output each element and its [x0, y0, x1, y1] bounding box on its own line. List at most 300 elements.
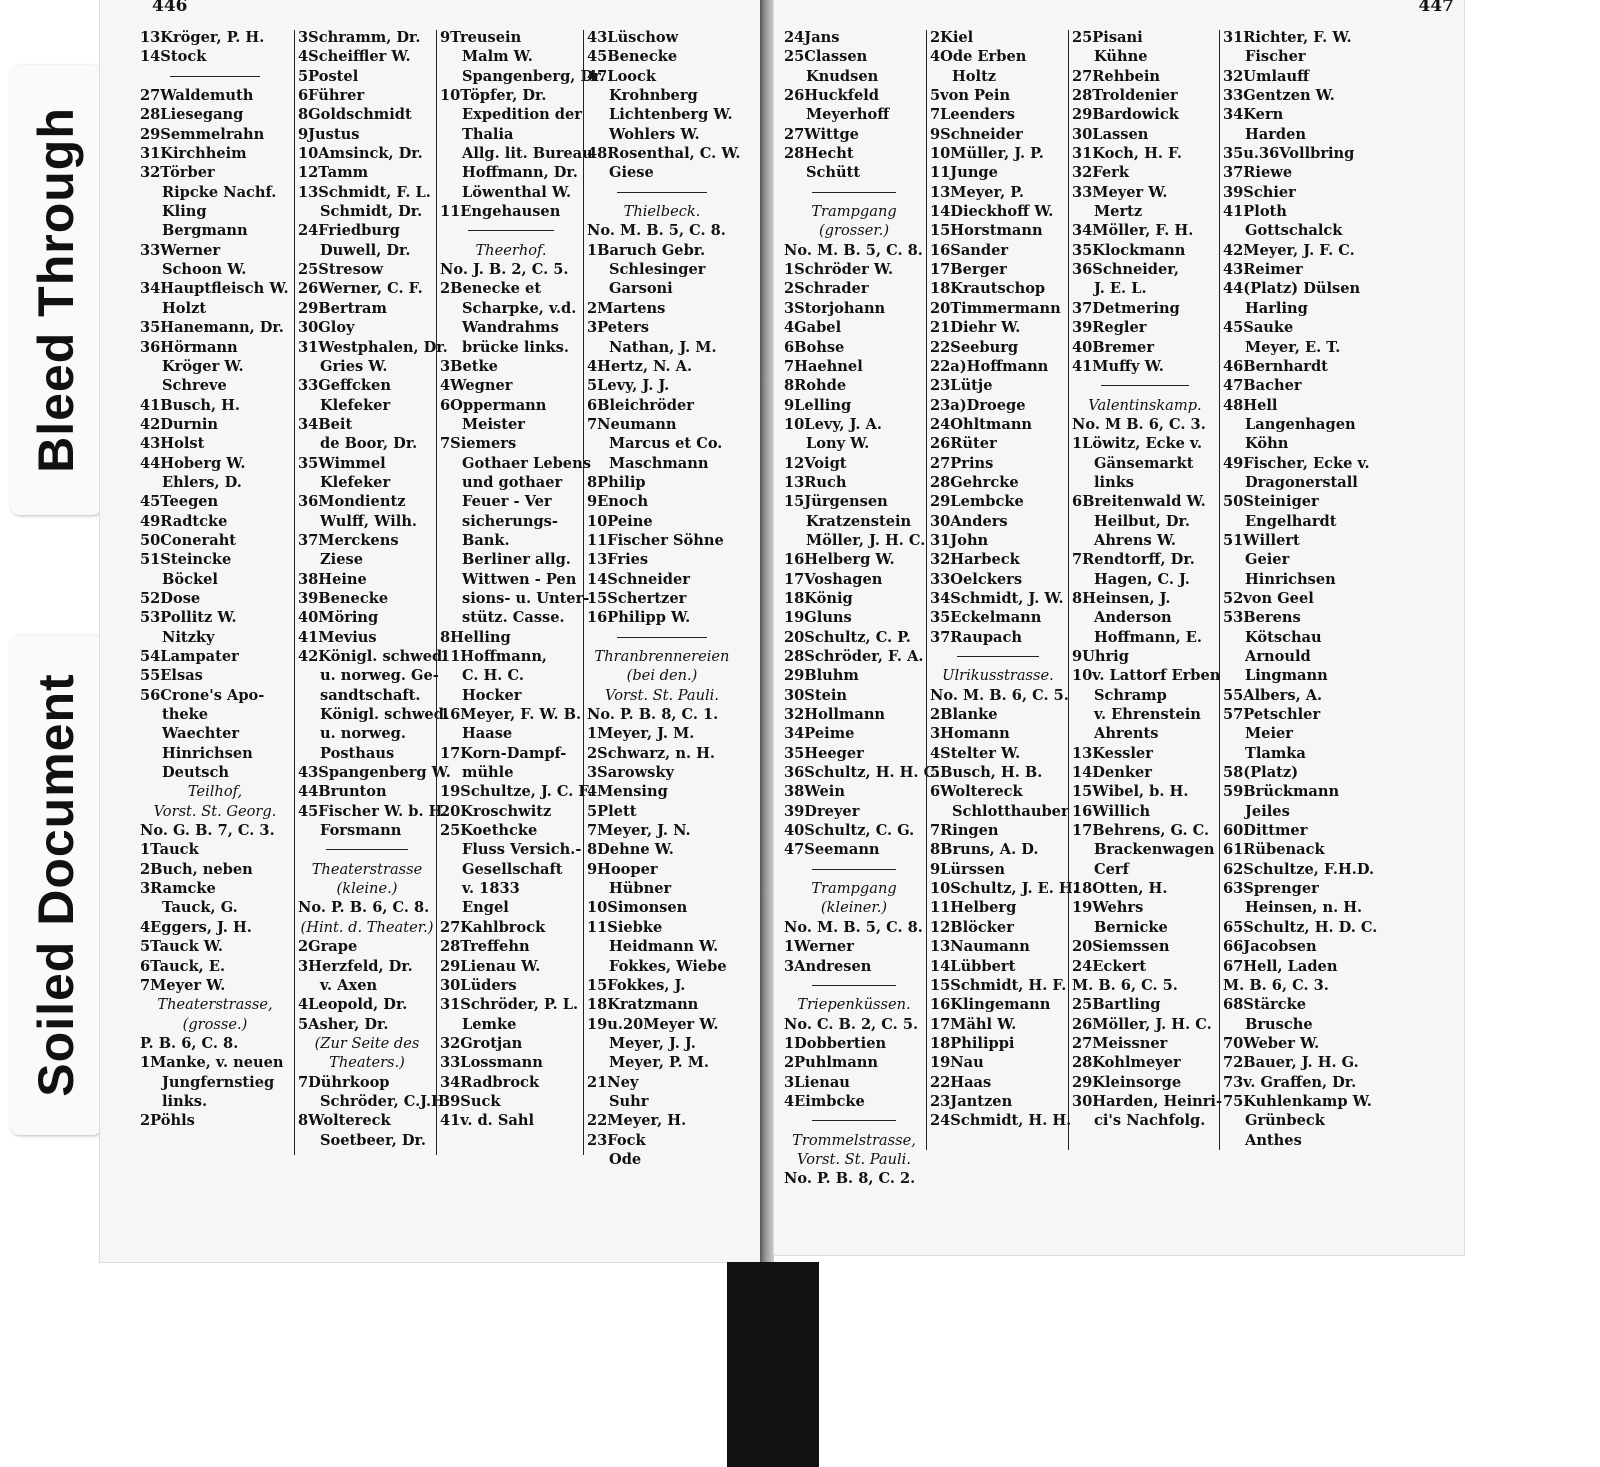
directory-line: Vorst. St. Pauli.: [797, 1150, 911, 1168]
directory-line: 33Gentzen W.: [1223, 87, 1335, 105]
directory-line: 34Radbrock: [440, 1073, 540, 1091]
directory-line: 37Raupach: [930, 628, 1022, 646]
directory-line: 11Fischer Söhne: [587, 531, 724, 549]
directory-line: 32Grotjan: [440, 1034, 523, 1052]
directory-line: 33Werner: [140, 241, 221, 259]
directory-line: Meister: [462, 415, 525, 433]
directory-line: M. B. 6, C. 5.: [1072, 976, 1178, 994]
directory-line: 51Willert: [1223, 531, 1300, 549]
directory-line: 45Fischer W. b. H.: [298, 802, 448, 820]
directory-line: 5Asher, Dr.: [298, 1015, 389, 1033]
directory-line: 42Königl. schwed.: [298, 648, 448, 665]
directory-line: Forsmann: [320, 822, 402, 840]
directory-line: 68Stärcke: [1223, 996, 1307, 1014]
directory-line: Giese: [609, 164, 654, 182]
directory-line: No. M. B. 5, C. 8.: [784, 241, 923, 259]
directory-line: 4Ode Erben: [930, 48, 1027, 66]
directory-line: 22Seeburg: [930, 338, 1019, 356]
directory-line: Meyer, P. M.: [609, 1054, 709, 1072]
directory-line: 39Schier: [1223, 183, 1296, 201]
directory-line: 50Coneraht: [140, 531, 237, 549]
directory-line: 30Lüders: [440, 976, 517, 994]
directory-line: 11Siebke: [587, 918, 663, 936]
directory-line: sicherungs-: [462, 512, 558, 530]
directory-line: 43Reimer: [1223, 261, 1303, 279]
directory-line: 17Berger: [930, 261, 1007, 279]
directory-line: 8Goldschmidt: [298, 106, 412, 124]
directory-line: Posthaus: [320, 744, 395, 762]
directory-line: 47Bacher: [1223, 377, 1302, 395]
directory-line: 20Kroschwitz: [440, 802, 552, 820]
directory-line: 39Dreyer: [784, 802, 860, 820]
directory-line: 4Mensing: [587, 783, 668, 801]
directory-line: Haase: [462, 725, 513, 743]
directory-line: Marcus et Co.: [609, 435, 723, 453]
directory-line: 16Willich: [1072, 802, 1151, 820]
directory-line: Lemke: [462, 1015, 517, 1033]
directory-line: 2Buch, neben: [140, 860, 253, 878]
directory-line: P. B. 6, C. 8.: [140, 1034, 239, 1052]
directory-line: No. C. B. 2, C. 5.: [784, 1015, 919, 1033]
directory-line: 23a)Droege: [930, 396, 1026, 414]
directory-line: 4Eggers, J. H.: [140, 918, 252, 936]
directory-line: 19Schultze, J. C. F.: [440, 783, 593, 801]
directory-line: Suhr: [609, 1092, 649, 1110]
directory-line: Thalia: [462, 125, 514, 143]
directory-line: (grosse.): [182, 1015, 248, 1033]
directory-line: Schröder, C.J.H.: [320, 1092, 450, 1110]
directory-line: 66Jacobsen: [1223, 938, 1317, 956]
directory-line: 45Sauke: [1223, 319, 1294, 337]
directory-line: Meyer, E. T.: [1245, 338, 1341, 356]
directory-line: 6Führer: [298, 87, 365, 105]
directory-line: Kratzenstein: [806, 512, 912, 530]
directory-line: Bernicke: [1094, 918, 1168, 936]
directory-line: 29Bertram: [298, 299, 387, 317]
directory-line: 3Storjohann: [784, 299, 886, 317]
directory-line: Heilbut, Dr.: [1094, 512, 1190, 530]
directory-line: Kötschau: [1245, 628, 1322, 646]
directory-line: 24Ohltmann: [930, 415, 1033, 433]
directory-line: M. B. 6, C. 3.: [1223, 976, 1329, 994]
directory-line: 7Meyer W.: [140, 976, 226, 994]
directory-line: 19u.20Meyer W.: [587, 1015, 719, 1033]
directory-line: 20Schultz, C. P.: [784, 628, 911, 646]
directory-line: 31Kirchheim: [140, 145, 247, 163]
directory-line: stütz. Casse.: [462, 609, 565, 627]
directory-line: 30Gloy: [298, 319, 355, 337]
directory-line: 1Manke, v. neuen: [140, 1054, 284, 1072]
directory-line: 29Kleinsorge: [1072, 1073, 1182, 1091]
directory-line: 24Friedburg: [298, 222, 400, 240]
directory-line: No. P. B. 8, C. 2.: [784, 1170, 916, 1188]
directory-line: Mertz: [1094, 203, 1143, 221]
directory-line: Wohlers W.: [609, 125, 700, 143]
directory-line: 36Mondientz: [298, 493, 406, 511]
directory-line: 29Lembcke: [930, 493, 1024, 511]
book-spine: [727, 1262, 819, 1467]
directory-line: 28Troldenier: [1072, 87, 1178, 105]
directory-line: 18Otten, H.: [1072, 880, 1168, 898]
directory-line: Geier: [1245, 551, 1290, 569]
directory-line: 15Fokkes, J.: [587, 976, 686, 994]
directory-line: Cerf: [1094, 860, 1129, 878]
left-column-2: [298, 28, 451, 1150]
directory-line: Wittwen - Pen: [462, 570, 577, 588]
directory-line: 73v. Graffen, Dr.: [1223, 1073, 1357, 1091]
directory-line: 19Gluns: [784, 609, 852, 627]
directory-line: Königl. schwed.: [320, 706, 450, 724]
directory-line: Theaterstrasse: [311, 860, 423, 878]
directory-line: 16Meyer, F. W. B.: [440, 706, 582, 724]
directory-line: 34Kern: [1223, 106, 1284, 124]
directory-line: links: [1094, 473, 1135, 491]
directory-line: 7Dührkoop: [298, 1073, 390, 1091]
column-divider: [926, 30, 927, 1150]
section-rule: [140, 67, 290, 86]
directory-line: (bei den.): [626, 667, 698, 685]
directory-line: 9Lelling: [784, 396, 852, 414]
directory-line: 10v. Lattorf Erben: [1072, 667, 1221, 685]
section-rule: [587, 183, 737, 202]
directory-line: 44(Platz) Dülsen: [1223, 280, 1361, 298]
directory-line: Nitzky: [162, 628, 215, 646]
directory-line: 18Kratzmann: [587, 996, 699, 1014]
directory-line: 8Philip: [587, 473, 646, 491]
directory-line: Malm W.: [462, 48, 533, 66]
directory-line: 4Gabel: [784, 319, 842, 337]
directory-line: 11Junge: [930, 164, 998, 182]
directory-line: 13Meyer, P.: [930, 183, 1024, 201]
directory-line: Kröger W.: [162, 357, 244, 375]
directory-line: 8Bruns, A. D.: [930, 841, 1039, 859]
directory-line: 42Durnin: [140, 415, 219, 433]
directory-line: 42Meyer, J. F. C.: [1223, 241, 1355, 259]
directory-line: 56Crone's Apo-: [140, 686, 265, 704]
directory-line: Hagen, C. J.: [1094, 570, 1190, 588]
directory-line: Ode: [609, 1150, 642, 1168]
column-divider: [436, 30, 437, 1155]
directory-line: 7Siemers: [440, 435, 517, 453]
directory-line: 28Schröder, F. A.: [784, 648, 924, 665]
directory-line: sions- u. Unter-: [462, 589, 590, 607]
directory-line: 9Enoch: [587, 493, 649, 511]
directory-line: Schoon W.: [162, 261, 247, 279]
directory-line: 34Möller, F. H.: [1072, 222, 1194, 240]
directory-line: Soetbeer, Dr.: [320, 1131, 426, 1149]
directory-line: 5Busch, H. B.: [930, 764, 1043, 782]
directory-line: und gothaer: [462, 473, 563, 491]
section-rule: [298, 840, 436, 859]
directory-line: 58(Platz): [1223, 764, 1299, 782]
directory-line: 9Treusein: [440, 29, 522, 46]
directory-line: 6Woltereck: [930, 783, 1023, 801]
directory-line: Schlotthauber: [952, 802, 1069, 820]
section-rule: [440, 221, 582, 240]
directory-line: 1Löwitz, Ecke v.: [1072, 435, 1203, 453]
directory-line: 2Pöhls: [140, 1112, 195, 1130]
directory-line: J. E. L.: [1094, 280, 1147, 298]
directory-line: 53Pollitz W.: [140, 609, 237, 627]
directory-line: 51Steincke: [140, 551, 232, 569]
directory-line: 36Schultz, H. H. C.: [784, 764, 941, 782]
directory-line: 3Peters: [587, 319, 649, 337]
directory-line: 25Pisani: [1072, 29, 1143, 46]
directory-line: Langenhagen: [1245, 415, 1356, 433]
directory-line: sandtschaft.: [320, 686, 421, 704]
right-column-3: [1072, 28, 1223, 1131]
directory-line: Deutsch: [162, 764, 230, 782]
directory-line: 33Meyer W.: [1072, 183, 1168, 201]
section-rule: [784, 976, 924, 995]
directory-line: brücke links.: [462, 338, 569, 356]
directory-line: Fluss Versich.-: [462, 841, 582, 859]
directory-line: 4Hertz, N. A.: [587, 357, 693, 375]
directory-line: 33Geffcken: [298, 377, 391, 395]
directory-line: Hoffmann, E.: [1094, 628, 1202, 646]
directory-line: 25Bartling: [1072, 996, 1161, 1014]
directory-line: 18König: [784, 589, 853, 607]
directory-line: 29Lienau W.: [440, 957, 541, 975]
directory-line: 11Hoffmann,: [440, 648, 548, 665]
directory-line: 28Hecht: [784, 145, 854, 163]
directory-line: 7Leenders: [930, 106, 1015, 124]
directory-line: 39Regler: [1072, 319, 1147, 337]
left-column-1: [140, 28, 290, 1131]
directory-line: Feuer - Ver: [462, 493, 552, 511]
directory-line: 29Bardowick: [1072, 106, 1179, 124]
directory-line: Jungfernstieg: [162, 1073, 275, 1091]
directory-line: 15Schmidt, H. F.: [930, 976, 1067, 994]
directory-line: 6Bohse: [784, 338, 845, 356]
left-page-number: 446: [152, 0, 188, 16]
directory-line: Trommelstrasse,: [792, 1131, 916, 1149]
directory-line: 31Koch, H. F.: [1072, 145, 1182, 163]
directory-line: 24Schmidt, H. H.: [930, 1112, 1072, 1130]
directory-line: 31Schröder, P. L.: [440, 996, 579, 1014]
directory-line: 10Peine: [587, 512, 653, 530]
directory-line: 11Helberg: [930, 899, 1017, 917]
directory-line: C. H. C.: [462, 667, 524, 685]
directory-line: Harling: [1245, 299, 1308, 317]
directory-line: No. M. B. 5, C. 8.: [587, 222, 726, 240]
book-gutter: [760, 0, 774, 1262]
section-rule: [930, 647, 1066, 666]
directory-line: 15Horstmann: [930, 222, 1043, 240]
directory-line: 4Eimbcke: [784, 1092, 865, 1110]
directory-line: 20Siemssen: [1072, 938, 1170, 956]
directory-line: Brusche: [1245, 1015, 1313, 1033]
directory-line: 63Sprenger: [1223, 880, 1319, 898]
directory-line: 49Radtcke: [140, 512, 228, 530]
directory-line: Meyerhoff: [806, 106, 890, 124]
directory-line: v. Axen: [320, 976, 378, 994]
directory-line: 72Bauer, J. H. G.: [1223, 1054, 1359, 1072]
directory-line: 34Schmidt, J. W.: [930, 589, 1064, 607]
directory-line: Engelhardt: [1245, 512, 1337, 530]
directory-line: 5von Pein: [930, 87, 1011, 105]
directory-line: 35Heeger: [784, 744, 864, 762]
directory-line: Bergmann: [162, 222, 248, 240]
directory-line: 52Dose: [140, 589, 201, 607]
directory-line: 15Jürgensen: [784, 493, 888, 511]
directory-line: 3Andresen: [784, 957, 872, 975]
directory-line: 16Helberg W.: [784, 551, 895, 569]
directory-line: Holtz: [952, 67, 997, 85]
section-rule: [587, 628, 737, 647]
directory-line: Lichtenberg W.: [609, 106, 733, 124]
directory-line: Hübner: [609, 880, 672, 898]
directory-line: 52von Geel: [1223, 589, 1314, 607]
directory-line: Waechter: [162, 725, 240, 743]
directory-line: 4Leopold, Dr.: [298, 996, 408, 1014]
directory-line: mühle: [462, 764, 514, 782]
directory-line: ci's Nachfolg.: [1094, 1112, 1206, 1130]
directory-line: 6Tauck, E.: [140, 957, 226, 975]
directory-line: Spangenberg, Dr.: [462, 67, 605, 85]
directory-line: Tlamka: [1245, 744, 1306, 762]
right-column-4: [1223, 28, 1383, 1150]
directory-line: 15Schertzer: [587, 589, 687, 607]
directory-line: 7Rendtorff, Dr.: [1072, 551, 1195, 569]
section-rule: [1072, 376, 1218, 395]
directory-line: 41Mevius: [298, 628, 377, 646]
directory-line: Knudsen: [806, 67, 879, 85]
directory-line: 60Dittmer: [1223, 822, 1308, 840]
directory-line: 27Prins: [930, 454, 994, 472]
directory-line: 1Schröder W.: [784, 261, 894, 279]
directory-line: 57Petschler: [1223, 706, 1321, 724]
directory-line: 32Harbeck: [930, 551, 1020, 569]
directory-line: 12Voigt: [784, 454, 847, 472]
directory-line: 2Grape: [298, 938, 358, 956]
directory-line: Berliner allg.: [462, 551, 571, 569]
directory-line: Nathan, J. M.: [609, 338, 717, 356]
directory-line: 20Timmermann: [930, 299, 1061, 317]
directory-line: 55Elsas: [140, 667, 203, 685]
directory-line: 1Werner: [784, 938, 854, 956]
directory-line: links.: [162, 1092, 208, 1110]
directory-line: 70Weber W.: [1223, 1034, 1320, 1052]
directory-line: 75Kuhlenkamp W.: [1223, 1092, 1372, 1110]
directory-line: Schmidt, Dr.: [320, 203, 423, 221]
directory-line: Tauck, G.: [162, 899, 238, 917]
directory-line: Gänsemarkt: [1094, 454, 1194, 472]
directory-line: 26Möller, J. H. C.: [1072, 1015, 1212, 1033]
directory-line: 39Benecke: [298, 589, 389, 607]
directory-line: 22Meyer, H.: [587, 1112, 687, 1130]
directory-line: 61Rübenack: [1223, 841, 1325, 859]
directory-line: Gothaer Lebens: [462, 454, 591, 472]
directory-line: 35Wimmel: [298, 454, 386, 472]
directory-line: Fokkes, Wiebe: [609, 957, 727, 975]
directory-line: 12Tamm: [298, 164, 369, 182]
directory-line: 19Wehrs: [1072, 899, 1144, 917]
directory-line: 14Schneider: [587, 570, 690, 588]
directory-line: 3Herzfeld, Dr.: [298, 957, 413, 975]
directory-line: 40Schultz, C. G.: [784, 822, 915, 840]
directory-line: Klefeker: [320, 396, 391, 414]
directory-line: 7Neumann: [587, 415, 677, 433]
directory-line: 3Ramcke: [140, 880, 216, 898]
directory-line: 19Nau: [930, 1054, 984, 1072]
directory-line: Gesellschaft: [462, 860, 563, 878]
directory-line: 22a)Hoffmann: [930, 357, 1049, 375]
directory-line: Heinsen, n. H.: [1245, 899, 1363, 917]
directory-line: Krohnberg: [609, 87, 698, 105]
directory-line: 17Korn-Dampf-: [440, 744, 567, 762]
directory-line: 13Fries: [587, 551, 649, 569]
directory-line: 9Hooper: [587, 860, 658, 878]
directory-line: (kleine.): [336, 880, 398, 898]
directory-line: Expedition der: [462, 106, 582, 124]
soiled-document-tab: [10, 635, 102, 1135]
directory-line: 17Behrens, G. C.: [1072, 822, 1210, 840]
directory-line: 2Schrader: [784, 280, 869, 298]
directory-line: 4Wegner: [440, 377, 513, 395]
directory-line: Triepenküssen.: [797, 996, 911, 1014]
directory-line: 10Schultz, J. E. H.: [930, 880, 1078, 898]
directory-line: 34Hauptfleisch W.: [140, 280, 289, 298]
directory-line: Duwell, Dr.: [320, 241, 411, 259]
directory-line: Gries W.: [320, 357, 388, 375]
directory-line: 8Woltereck: [298, 1112, 391, 1130]
directory-line: 4Stelter W.: [930, 744, 1021, 762]
directory-line: 41Ploth: [1223, 203, 1287, 221]
directory-line: Theaterstrasse,: [157, 996, 273, 1014]
section-rule: [784, 183, 924, 202]
directory-line: 41v. d. Sahl: [440, 1112, 534, 1130]
directory-line: Köhn: [1245, 435, 1289, 453]
directory-line: 14Lübbert: [930, 957, 1016, 975]
directory-line: 27Rehbein: [1072, 67, 1160, 85]
directory-line: Arnould: [1245, 648, 1311, 665]
directory-line: 12Blöcker: [930, 918, 1014, 936]
column-divider: [294, 30, 295, 1155]
directory-line: (Hint. d. Theater.): [300, 918, 434, 936]
directory-line: 40Möring: [298, 609, 379, 627]
directory-line: Gottschalck: [1245, 222, 1343, 240]
directory-line: Meyer, J. J.: [609, 1034, 696, 1052]
directory-line: 13Ruch: [784, 473, 847, 491]
directory-line: 24Eckert: [1072, 957, 1147, 975]
directory-line: 32Törber: [140, 164, 215, 182]
directory-line: 49Fischer, Ecke v.: [1223, 454, 1370, 472]
directory-line: u. norweg. Ge-: [320, 667, 439, 685]
directory-line: 43Spangenberg W.: [298, 764, 451, 782]
directory-line: 9Lürssen: [930, 860, 1006, 878]
directory-line: 13Kessler: [1072, 744, 1153, 762]
directory-line: 53Berens: [1223, 609, 1301, 627]
directory-line: Trampgang: [811, 203, 897, 221]
directory-line: 6Bleichröder: [587, 396, 694, 414]
directory-line: 16Philipp W.: [587, 609, 691, 627]
directory-line: 5Plett: [587, 802, 637, 820]
directory-line: 2Martens: [587, 299, 666, 317]
directory-line: 40Bremer: [1072, 338, 1155, 356]
directory-line: 32Umlauff: [1223, 67, 1310, 85]
directory-line: 18Krautschop: [930, 280, 1046, 298]
column-divider: [1068, 30, 1069, 1150]
directory-line: 7Ringen: [930, 822, 999, 840]
directory-line: 67Hell, Laden: [1223, 957, 1338, 975]
directory-line: 8Heinsen, J.: [1072, 589, 1171, 607]
directory-line: Schlesinger: [609, 261, 706, 279]
directory-line: 27Wittge: [784, 125, 859, 143]
directory-line: 37Riewe: [1223, 164, 1293, 182]
column-divider: [1219, 30, 1220, 1150]
directory-line: 44Brunton: [298, 783, 387, 801]
